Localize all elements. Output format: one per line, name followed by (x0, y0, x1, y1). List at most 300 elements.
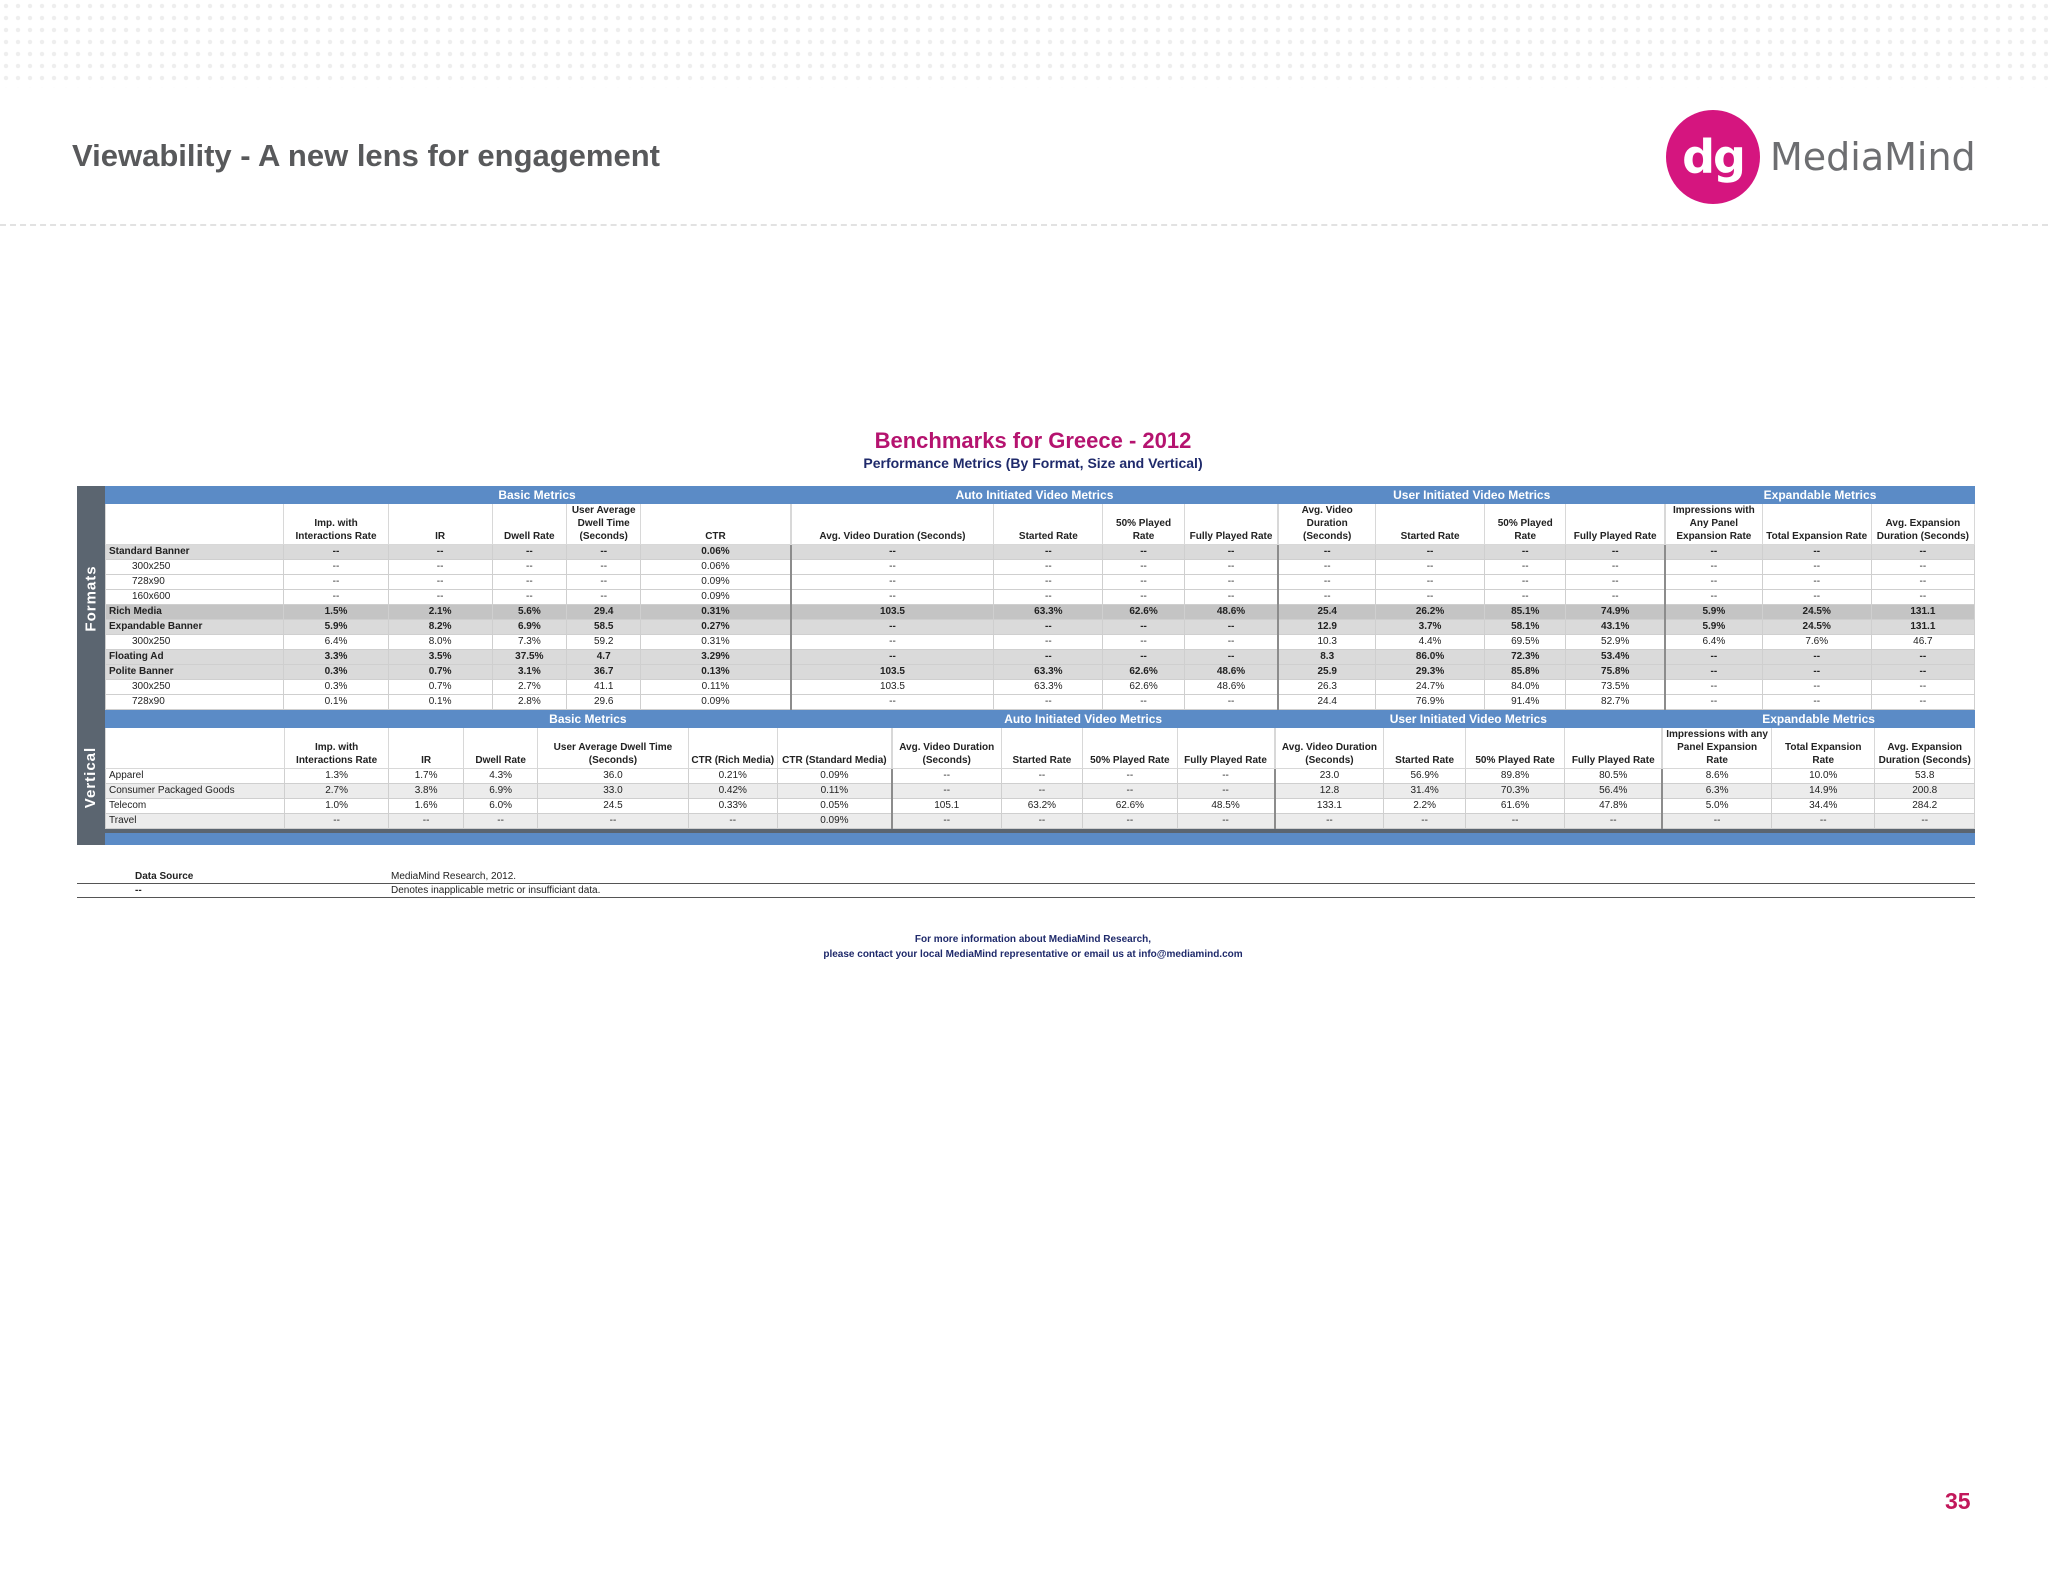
metric-value: 131.1 (1871, 605, 1974, 620)
metric-value: 0.3% (284, 680, 388, 695)
column-header: Avg. Video Duration (Seconds) (892, 728, 1001, 769)
vertical-metrics-table (105, 710, 1975, 829)
metric-value: -- (1184, 635, 1278, 650)
column-header: Avg. Expansion Duration (Seconds) (1875, 728, 1975, 769)
metric-value: -- (1103, 695, 1184, 710)
metric-value: 6.9% (492, 620, 566, 635)
header-divider (0, 224, 2048, 226)
column-header: Fully Played Rate (1177, 728, 1274, 769)
metric-value: -- (994, 650, 1103, 665)
metric-value: 41.1 (567, 680, 641, 695)
metric-value: -- (994, 620, 1103, 635)
column-header: CTR (Standard Media) (777, 728, 891, 769)
metric-value: -- (994, 590, 1103, 605)
column-header: Started Rate (1384, 728, 1466, 769)
metric-value: -- (284, 590, 388, 605)
column-header: 50% Played Rate (1103, 504, 1184, 545)
metric-value: -- (1662, 814, 1771, 829)
metric-value: 1.5% (284, 605, 388, 620)
metric-value: -- (567, 560, 641, 575)
metric-value: -- (1184, 560, 1278, 575)
vertical-side-label: Vertical (82, 746, 100, 809)
metric-value: 6.3% (1662, 784, 1771, 799)
metric-value: 25.9 (1278, 665, 1375, 680)
metric-value: 3.5% (388, 650, 492, 665)
table-row (106, 545, 1975, 560)
column-header-row (106, 504, 1975, 545)
metric-value: -- (1278, 590, 1375, 605)
metric-value: 1.6% (389, 799, 464, 814)
column-header: IR (389, 728, 464, 769)
metric-value: 7.6% (1762, 635, 1871, 650)
metric-value: -- (1762, 650, 1871, 665)
metric-value: -- (1665, 650, 1762, 665)
table-row (106, 575, 1975, 590)
row-label: Consumer Packaged Goods (106, 784, 285, 799)
metric-value: 105.1 (892, 799, 1001, 814)
metric-value: 34.4% (1772, 799, 1875, 814)
metric-value: 0.31% (641, 605, 791, 620)
metric-value: -- (791, 560, 994, 575)
metric-value: 63.2% (1001, 799, 1083, 814)
table-row (106, 560, 1975, 575)
formats-metrics-table (105, 486, 1975, 710)
metric-value: -- (388, 560, 492, 575)
column-header-row (106, 728, 1975, 769)
metric-value: -- (1177, 814, 1274, 829)
metric-value: 29.6 (567, 695, 641, 710)
metric-value: -- (1665, 575, 1762, 590)
metric-value: 4.3% (463, 769, 538, 784)
metric-value: 62.6% (1103, 665, 1184, 680)
metric-value: -- (688, 814, 777, 829)
metric-value: -- (1278, 560, 1375, 575)
metric-value: 6.0% (463, 799, 538, 814)
metric-value: -- (1762, 545, 1871, 560)
column-header: 50% Played Rate (1485, 504, 1566, 545)
metric-value: 31.4% (1384, 784, 1466, 799)
metric-value: -- (994, 695, 1103, 710)
table-row (106, 799, 1975, 814)
header-spacer (106, 728, 285, 769)
column-header: Total Expansion Rate (1772, 728, 1875, 769)
row-label: 160x600 (106, 590, 284, 605)
metric-value: -- (1566, 545, 1665, 560)
metric-value: -- (1565, 814, 1662, 829)
metric-value: 52.9% (1566, 635, 1665, 650)
metric-value: 0.1% (284, 695, 388, 710)
metric-value: -- (388, 545, 492, 560)
column-header: Fully Played Rate (1565, 728, 1662, 769)
table-row (106, 769, 1975, 784)
metric-value: -- (1384, 814, 1466, 829)
metric-value: -- (994, 545, 1103, 560)
metric-value: 0.31% (641, 635, 791, 650)
metric-value: 0.09% (641, 695, 791, 710)
metric-value: -- (1177, 784, 1274, 799)
metric-value: -- (1376, 575, 1485, 590)
metric-value: 48.6% (1184, 680, 1278, 695)
metric-value: -- (1665, 590, 1762, 605)
metric-value: 131.1 (1871, 620, 1974, 635)
metric-value: -- (567, 545, 641, 560)
metric-value: -- (389, 814, 464, 829)
metric-value: 84.0% (1485, 680, 1566, 695)
metric-value: -- (791, 635, 994, 650)
metric-value: 0.11% (641, 680, 791, 695)
metric-value: -- (1103, 545, 1184, 560)
header-spacer (106, 504, 284, 545)
metric-value: 0.09% (777, 769, 891, 784)
metric-value: 80.5% (1565, 769, 1662, 784)
row-label: Polite Banner (106, 665, 284, 680)
metric-value: 5.0% (1662, 799, 1771, 814)
column-header: Started Rate (1001, 728, 1083, 769)
metric-value: -- (567, 590, 641, 605)
metric-value: 5.9% (1665, 620, 1762, 635)
contact-line: please contact your local MediaMind representative or email us at info@mediamind.com (823, 949, 1243, 960)
metric-value: 6.4% (284, 635, 388, 650)
metric-value: -- (791, 620, 994, 635)
benchmark-title: Benchmarks for Greece - 2012 (874, 428, 1192, 453)
metric-value: 24.5% (1762, 620, 1871, 635)
metric-value: 0.05% (777, 799, 891, 814)
metric-value: -- (1762, 695, 1871, 710)
metric-value: 200.8 (1875, 784, 1975, 799)
metric-value: 0.27% (641, 620, 791, 635)
row-label: Telecom (106, 799, 285, 814)
metric-value: -- (1083, 784, 1177, 799)
metric-value: 0.06% (641, 545, 791, 560)
metric-group-header: User Initiated Video Metrics (1275, 711, 1663, 728)
metric-value: 1.7% (389, 769, 464, 784)
note-value: MediaMind Research, 2012. (391, 871, 517, 882)
table-row (106, 665, 1975, 680)
metric-value: 10.3 (1278, 635, 1375, 650)
row-label: Apparel (106, 769, 285, 784)
metric-value: 0.11% (777, 784, 891, 799)
table-row (106, 680, 1975, 695)
column-header: CTR (Rich Media) (688, 728, 777, 769)
note-row (77, 870, 1975, 884)
metric-value: -- (1762, 680, 1871, 695)
metric-value: 2.1% (388, 605, 492, 620)
metric-value: -- (1566, 575, 1665, 590)
table-row (106, 784, 1975, 799)
metric-value: 0.09% (777, 814, 891, 829)
metric-value: -- (1665, 665, 1762, 680)
metric-value: 29.4 (567, 605, 641, 620)
metric-value: -- (284, 545, 388, 560)
metric-value: 12.9 (1278, 620, 1375, 635)
column-header: Avg. Expansion Duration (Seconds) (1871, 504, 1974, 545)
metric-value: 24.7% (1376, 680, 1485, 695)
metric-value: 3.8% (389, 784, 464, 799)
metric-value: -- (1485, 590, 1566, 605)
metric-value: -- (538, 814, 688, 829)
metric-value: -- (1184, 590, 1278, 605)
row-label: 728x90 (106, 695, 284, 710)
logo-wordmark: MediaMind (1770, 135, 1976, 179)
metric-value: -- (892, 769, 1001, 784)
metric-value: 43.1% (1566, 620, 1665, 635)
metric-value: 5.9% (1665, 605, 1762, 620)
metric-value: 14.9% (1772, 784, 1875, 799)
row-label: 300x250 (106, 560, 284, 575)
metric-value: -- (1184, 695, 1278, 710)
metric-value: 0.21% (688, 769, 777, 784)
metric-value: 59.2 (567, 635, 641, 650)
metric-value: 1.3% (284, 769, 388, 784)
metric-value: 23.0 (1275, 769, 1384, 784)
note-key: Data Source (135, 871, 194, 882)
metric-value: 86.0% (1376, 650, 1485, 665)
metric-value: -- (1762, 575, 1871, 590)
note-row (77, 884, 1975, 898)
column-header: CTR (641, 504, 791, 545)
metric-value: 133.1 (1275, 799, 1384, 814)
metric-value: 25.4 (1278, 605, 1375, 620)
metric-value: -- (388, 590, 492, 605)
metric-value: 61.6% (1465, 799, 1564, 814)
metric-value: -- (284, 560, 388, 575)
metric-value: 8.3 (1278, 650, 1375, 665)
column-header: Total Expansion Rate (1762, 504, 1871, 545)
metric-value: 58.5 (567, 620, 641, 635)
metric-value: -- (1665, 545, 1762, 560)
metric-value: 7.3% (492, 635, 566, 650)
metric-value: 103.5 (791, 665, 994, 680)
column-header: User Average Dwell Time (Seconds) (567, 504, 641, 545)
metric-value: 2.2% (1384, 799, 1466, 814)
metric-value: -- (1001, 814, 1083, 829)
metric-value: -- (1103, 560, 1184, 575)
metric-value: -- (284, 575, 388, 590)
metric-value: 3.1% (492, 665, 566, 680)
metric-group-header: Basic Metrics (284, 711, 891, 728)
metric-value: 56.4% (1565, 784, 1662, 799)
metric-value: -- (1485, 575, 1566, 590)
row-label: Expandable Banner (106, 620, 284, 635)
metric-value: 0.13% (641, 665, 791, 680)
metric-value: -- (1665, 560, 1762, 575)
metric-value: -- (1871, 680, 1974, 695)
metric-value: 8.0% (388, 635, 492, 650)
metric-value: -- (994, 560, 1103, 575)
metric-value: -- (1103, 650, 1184, 665)
metric-value: 26.2% (1376, 605, 1485, 620)
metric-value: -- (1103, 620, 1184, 635)
metric-value: 6.9% (463, 784, 538, 799)
metric-value: 63.3% (994, 665, 1103, 680)
metric-value: 3.3% (284, 650, 388, 665)
note-value: Denotes inapplicable metric or insufficiant data. (391, 885, 601, 896)
metric-value: -- (1376, 560, 1485, 575)
metric-group-header: User Initiated Video Metrics (1278, 487, 1665, 504)
decorative-dot-pattern (0, 0, 2048, 88)
metric-value: -- (1871, 590, 1974, 605)
metric-value: 4.7 (567, 650, 641, 665)
row-label: Floating Ad (106, 650, 284, 665)
metric-value: -- (567, 575, 641, 590)
metric-value: -- (1665, 680, 1762, 695)
metric-value: 48.6% (1184, 665, 1278, 680)
metric-value: 6.4% (1665, 635, 1762, 650)
column-header: Imp. with Interactions Rate (284, 728, 388, 769)
table-bottom-bar (105, 833, 1975, 845)
metric-value: 12.8 (1275, 784, 1384, 799)
metric-value: -- (1103, 575, 1184, 590)
metric-value: 58.1% (1485, 620, 1566, 635)
table-row (106, 695, 1975, 710)
metric-value: -- (791, 695, 994, 710)
column-header: Impressions with any Panel Expansion Rate (1662, 728, 1771, 769)
metric-value: 8.6% (1662, 769, 1771, 784)
metric-value: -- (1871, 665, 1974, 680)
benchmark-subtitle: Performance Metrics (By Format, Size and Vertical) (863, 455, 1203, 471)
metric-value: -- (1177, 769, 1274, 784)
metric-value: -- (1376, 545, 1485, 560)
table-row (106, 590, 1975, 605)
metric-value: 2.7% (492, 680, 566, 695)
metric-value: -- (492, 560, 566, 575)
metric-value: 36.7 (567, 665, 641, 680)
metric-value: -- (1762, 665, 1871, 680)
metric-value: 48.6% (1184, 605, 1278, 620)
metric-value: -- (1566, 590, 1665, 605)
metric-value: -- (994, 635, 1103, 650)
metric-value: -- (1762, 590, 1871, 605)
metric-value: 63.3% (994, 680, 1103, 695)
metric-value: -- (463, 814, 538, 829)
column-header: Avg. Video Duration (Seconds) (1275, 728, 1384, 769)
metric-value: -- (1103, 635, 1184, 650)
row-label: 728x90 (106, 575, 284, 590)
metric-value: -- (1871, 650, 1974, 665)
metric-value: 62.6% (1103, 680, 1184, 695)
metric-value: -- (284, 814, 388, 829)
metric-value: 0.7% (388, 680, 492, 695)
metric-value: -- (791, 590, 994, 605)
header-spacer (106, 487, 284, 504)
row-label: Standard Banner (106, 545, 284, 560)
metric-value: 70.3% (1465, 784, 1564, 799)
metric-value: 0.06% (641, 560, 791, 575)
table-row (106, 620, 1975, 635)
metric-value: 0.3% (284, 665, 388, 680)
metric-value: -- (1871, 575, 1974, 590)
metric-group-header: Auto Initiated Video Metrics (892, 711, 1275, 728)
metric-value: -- (388, 575, 492, 590)
metric-value: -- (892, 784, 1001, 799)
metric-value: -- (1566, 560, 1665, 575)
column-header: 50% Played Rate (1465, 728, 1564, 769)
formats-side-label: Formats (82, 564, 100, 632)
metric-value: -- (1278, 545, 1375, 560)
column-header: Impressions with Any Panel Expansion Rate (1665, 504, 1762, 545)
metric-value: -- (1275, 814, 1384, 829)
metric-value: 29.3% (1376, 665, 1485, 680)
metric-value: -- (492, 575, 566, 590)
metric-value: -- (1184, 575, 1278, 590)
metric-value: -- (1184, 545, 1278, 560)
metric-value: 48.5% (1177, 799, 1274, 814)
metric-value: 103.5 (791, 680, 994, 695)
metric-value: -- (1184, 620, 1278, 635)
metric-value: 10.0% (1772, 769, 1875, 784)
metric-value: -- (791, 650, 994, 665)
metric-value: -- (492, 590, 566, 605)
metric-value: 3.29% (641, 650, 791, 665)
metric-value: 103.5 (791, 605, 994, 620)
metric-value: 5.9% (284, 620, 388, 635)
table-notes (77, 870, 1975, 898)
row-label: 300x250 (106, 635, 284, 650)
metric-value: 24.5 (538, 799, 688, 814)
table-row (106, 635, 1975, 650)
metric-value: 37.5% (492, 650, 566, 665)
column-header: Dwell Rate (463, 728, 538, 769)
metric-value: 69.5% (1485, 635, 1566, 650)
metric-value: -- (1376, 590, 1485, 605)
note-key: -- (135, 885, 142, 896)
metric-value: -- (1772, 814, 1875, 829)
metric-value: -- (791, 545, 994, 560)
metric-group-header: Basic Metrics (284, 487, 791, 504)
metric-value: 0.42% (688, 784, 777, 799)
table-row (106, 605, 1975, 620)
metric-value: 74.9% (1566, 605, 1665, 620)
metric-value: 91.4% (1485, 695, 1566, 710)
metric-value: -- (1871, 695, 1974, 710)
metric-value: 72.3% (1485, 650, 1566, 665)
metric-value: 2.8% (492, 695, 566, 710)
column-header: Avg. Video Duration (Seconds) (791, 504, 994, 545)
slide-title: Viewability - A new lens for engagement (72, 138, 660, 173)
metric-value: 53.8 (1875, 769, 1975, 784)
metric-value: 75.8% (1566, 665, 1665, 680)
metric-value: 24.4 (1278, 695, 1375, 710)
metric-value: -- (994, 575, 1103, 590)
metric-value: -- (1083, 769, 1177, 784)
metric-group-header: Expandable Metrics (1662, 711, 1974, 728)
metric-value: 4.4% (1376, 635, 1485, 650)
metric-value: 63.3% (994, 605, 1103, 620)
column-header: Started Rate (994, 504, 1103, 545)
contact-info (0, 932, 2048, 962)
column-header: IR (388, 504, 492, 545)
contact-line: For more information about MediaMind Research, (914, 934, 1152, 945)
metric-value: -- (1871, 560, 1974, 575)
metric-value: 33.0 (538, 784, 688, 799)
metric-value: -- (1184, 650, 1278, 665)
metric-value: 284.2 (1875, 799, 1975, 814)
logo-mark: dg (1666, 110, 1760, 204)
metric-value: 62.6% (1083, 799, 1177, 814)
page-number: 35 (1945, 1488, 1971, 1514)
header-spacer (106, 711, 285, 728)
metric-value: -- (1083, 814, 1177, 829)
row-label: Travel (106, 814, 285, 829)
metric-value: -- (1871, 545, 1974, 560)
metric-value: -- (1485, 560, 1566, 575)
metric-value: 76.9% (1376, 695, 1485, 710)
metric-value: 53.4% (1566, 650, 1665, 665)
metric-value: 47.8% (1565, 799, 1662, 814)
row-label: 300x250 (106, 680, 284, 695)
metric-group-header: Expandable Metrics (1665, 487, 1974, 504)
column-header: Fully Played Rate (1566, 504, 1665, 545)
